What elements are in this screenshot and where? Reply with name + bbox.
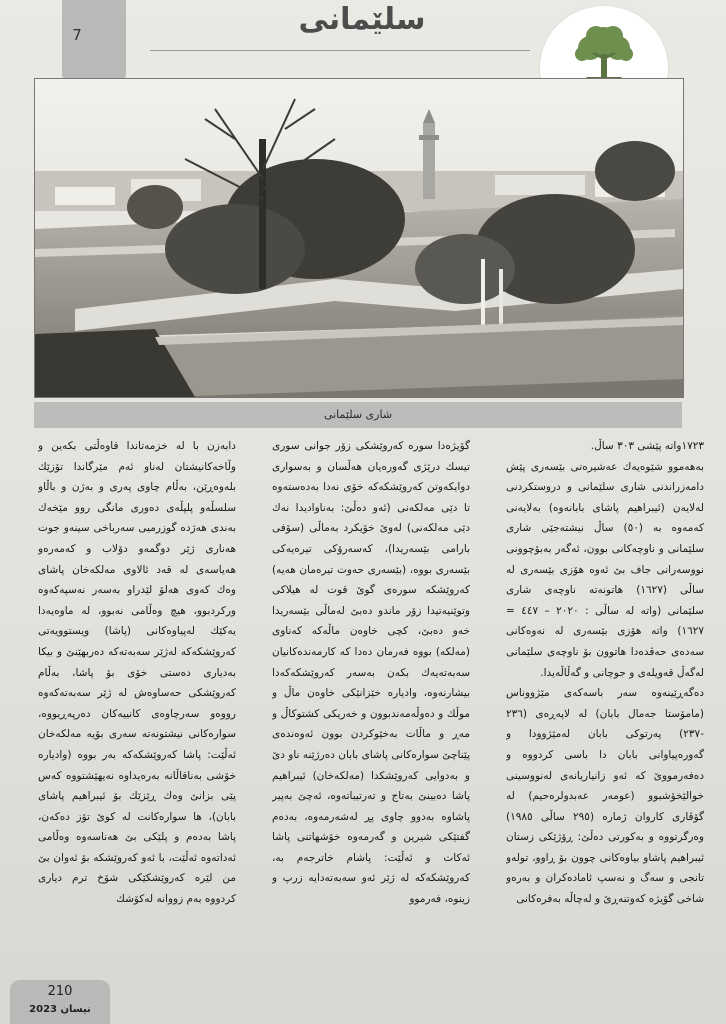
paragraph: گۆیژەدا سورە کەروێشکی زۆر جوانی سوری تیسك درێژی گەورەیان هەڵسان و بەسواری دوایکەوتن کەروێشکەکە خۆی نەدا بەدەستەوە تا دێی مەلکەنی (ئەو دەڵێ: بەناوادیدا نەك دێی مەلکەنی) لەوێ خۆیکرد بەماڵی (سۆفی بارامی بێسەریدا)، کەسەرۆکی تیرەیەکی بێسەری بووە، (بێسەری حەوت تیرەمان هەیە) کەروێشکە سورەی گوێ قوت لە هیلاکی وتوێنیەتیدا زۆر ماندو دەبێ لەماڵی بێسەریدا خەو دەبێ، کچی خاوەن ماڵەکە کەناوی (مەلکە) بووە فەرمان دەدا کە کارمەندەکانیان سەبەتەیەك بکەن بەسەر کەروێشکەکەدا بیشارنەوە، وادیارە خێزانێکی خاوەن ماڵ و موڵك و دەوڵەمەندبوون و خەریکی کشتوکاڵ و مەڕ و ماڵات بەخێوکردن بوون ئەوەندەی پێناچێ سوارەکانی پاشای بابان دەرژێنە ناو دێ و بەدوایی کەروێشکدا (مەلکەخان) ئیبراهیم پاشا دەبینێ بەتاج و تەرتیباتەوە، ئەچێ بەپیر پاشاوە بەدوو چاوی پڕ لەشەرمەوە، بەدەم گفتێکی شیرین و گەرمەوە خۆشهاتنی پاشا ئەکات و ئەڵێت: پاشام خاترجەم بە، کەروێشکەکە لە ژێر ئەو سەبەتەدایە زرپ و زینوە، فەرموو <box>272 440 470 906</box>
text-column-right <box>506 436 704 1022</box>
paragraph: دەگەڕێینەوە سەر باسەکەی مێژووناس (مامۆستا جەمال بابان) لە لاپەڕەی (٢٣٦ -٢٣٧) پەرتوکی بابان لەمێژوودا و گەورەپیاوانی بابان دا باسی کردووە و دەفەرمووێ کە ئەو زانیاریانەی لەنووسینی خوالێخۆشبوو (عومەر عەبدولرەحیم) لە گۆڤاری کاروان ژمارە (٢٩٥ ساڵی ١٩٨٥) وەرگرتووە و بەکورتی دەڵێ: ڕۆژێکی زستان ئیبراهیم پاشاو بیاوەکانی چوون بۆ ڕاوو، تولەو تانجی و سەگ و نەسپ ئامادەکران و بەرەو شاخی گۆیژە کەوتنەڕێ و لەچاڵە بەفرەکانی <box>506 687 704 906</box>
historic-photo <box>34 78 684 398</box>
paragraph: دابەزن با لە خزمەتاندا قاوەڵتی بکەین و وڵاخەکانیشتان لەناو ئەم مێرگاندا تۆزێك بلەوەڕێن، بەڵام چاوی پەری و بەژن و باڵاو سلسڵەو پلپڵەی دەوری مانگی روو مێخەك بەندی هەژدە گوزرمیی سەرباخی سینەو جوت هەناری ژێر دوگمەو دۆلاب و کەمەرەو هەیاسەی لە قەد ئالاوی مەلکەخان پاشای وەك کەوی هەلۆ لێدراو بەسەر نەسپەکەوە ورکردبوو، هیچ وەڵامی نەبوو، لە ماوەیەدا یەکێك لەپیاوەکانی (پاشا) ویستوویەتی کەروێشکەکە لەژێر سەبەتەکە دەربهێنێ و بیکا بەدیاری دەستی خۆی بۆ پاشا، بەڵام کەروێشکی حەساوەش لە ژێر سەبەتەکەوە رووەو سەرچاوەی کانییەکان دەرپەڕیووە، سوارەکانی نیشتونەتە سەری بۆیە مەلکەخان ئەڵێت: پاشا کەروێشکەکە بەر بووە (وادیارە خۆشی بەناقاڵانە بەرەیداوە نەیهێشتووە کەس پێی بزانێ وەك ڕێزێك بۆ ئیبراهیم پاشای بابان)، ها سوارەکانت لە کوێ تۆز دەکەن، پاشا بەدەم و پلێکی بێ هەناسەوە وەڵامی ئەداتەوە ئەڵێت، با ئەو کەروێشکە بۆ ئەوان بێ من لێرە کەروێشکێکی شۆخ ترم دیاری کردووە بەم زووانە لەکۆشك <box>38 440 236 906</box>
tree-icon <box>572 24 636 84</box>
header-divider <box>150 50 530 51</box>
page-title: سلێمانی <box>298 2 426 37</box>
paragraph: ١٧٢٣واتە پێشی ٣٠٣ ساڵ. <box>590 440 704 452</box>
text-column-left <box>38 436 236 1022</box>
page-number: 7 <box>72 26 82 44</box>
paragraph: بەهەموو شێوەیەك عەشیرەتی بێسەری پێش دامەزراندنی شاری سلێمانی و دروستکردنی لەلایەن (ئیبراهیم پاشای بابانەوە) بەلایەنی کەمەوە بە (٥٠) ساڵ نیشتەجێی شاری سلێمانی و ناوچەکانی بوون، ئەگەر بەبۆچوونی نووسەرانی جاف بێ ئەوە هۆزی بێسەری لە ساڵی (١٦٢٧) هاتونەتە ناوچەی شاری سلێمانی (واتە لە ساڵی : ٢٠٢٠ – ٤٤٧ = ١٦٢٧) واتە هۆزی بێسەری لە نەوەکانی سەدەی حەڤدەدا هاتوون بۆ ناوچەی سلێمانی لەگەڵ قەویلەی و جوچانی و گەڵاڵەیدا. <box>506 460 704 679</box>
footer-page-number: 210 <box>47 984 73 999</box>
text-column-middle <box>272 436 470 1022</box>
photo-caption: شاری سلێمانی <box>34 402 682 428</box>
footer-issue-date: نیسان 2023 <box>29 1004 91 1015</box>
